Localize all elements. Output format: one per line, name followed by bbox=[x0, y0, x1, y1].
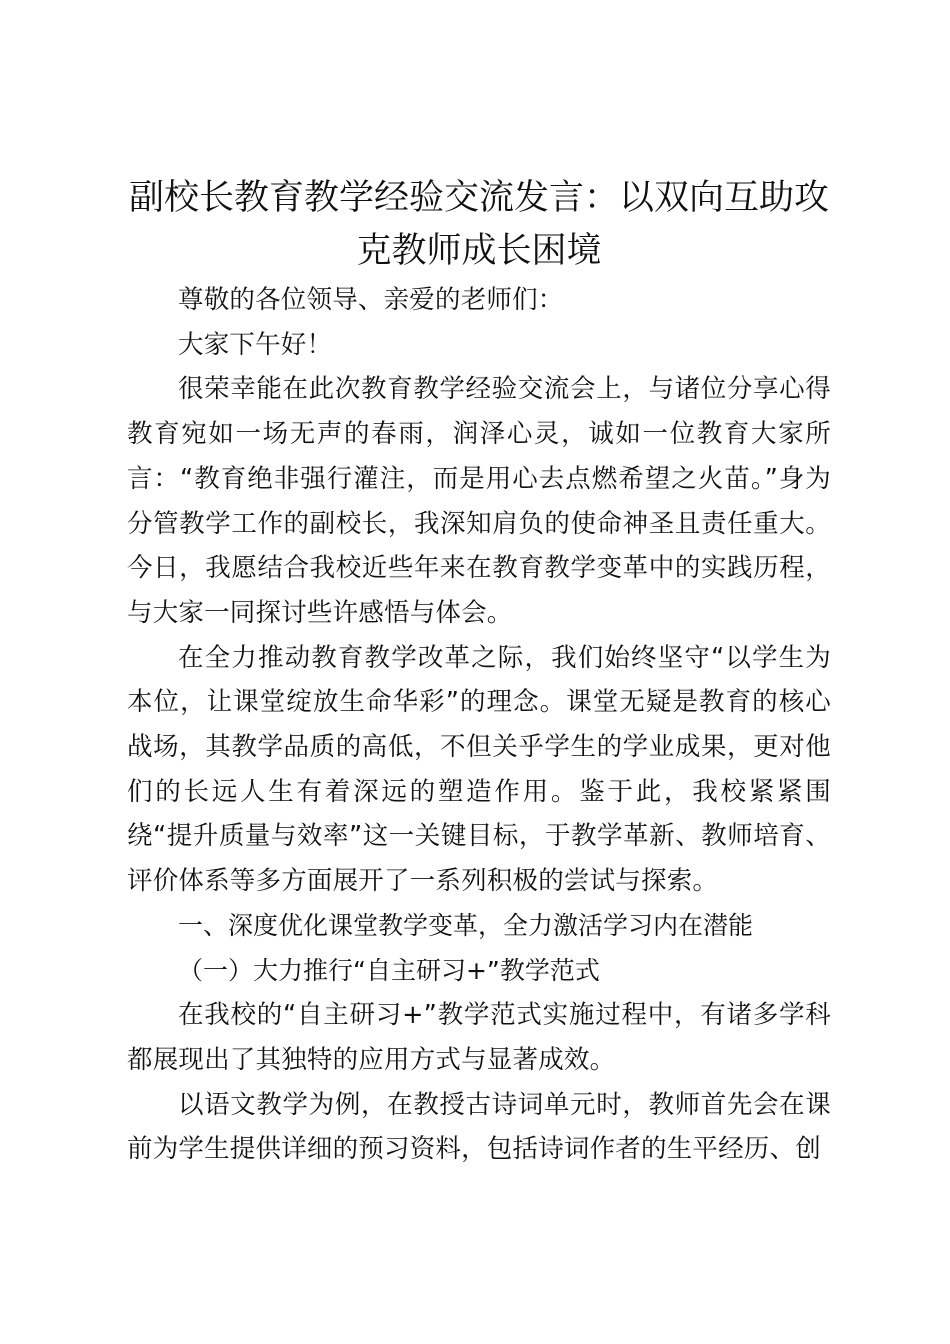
greeting: 尊敬的各位领导、亲爱的老师们： bbox=[178, 285, 564, 315]
document-title: 副校长教育教学经验交流发言：以双向互助攻克教师成长困境 bbox=[128, 178, 829, 271]
body-paragraph: 很荣幸能在此次教育教学经验交流会上，与诸位分享心得教育宛如一场无声的春雨，润泽心灵，诚如一位教育大家所言：“教育绝非强行灌注，而是用心去点燃希望之火苗。”身为分管教学工作的副校长，我深知肩负的使命神圣且责任重大。今日，我愿结合我校近些年来在教育教学变革中的实践历程，与大家一同探讨些许感悟与体会。 bbox=[127, 374, 831, 628]
salutation: 大家下午好！ bbox=[178, 329, 333, 360]
body-paragraph: 在我校的“自主研习+”教学范式实施过程中，有诸多学科都展现出了其独特的应用方式与显著成效。 bbox=[127, 1000, 831, 1075]
body-paragraph: 以语文教学为例，在教授古诗词单元时，教师首先会在课前为学生提供详细的预习资料，包括诗词作者的生平经历、创 bbox=[127, 1089, 831, 1165]
document-page bbox=[127, 172, 831, 1172]
body-paragraph: 在全力推动教育教学改革之际，我们始终坚守“以学生为本位，让课堂绽放生命华彩”的理念。课堂无疑是教育的核心战场，其教学品质的高低，不但关乎学生的学业成果，更对他们的长远人生有着深远的塑造作用。鉴于此，我校紧紧围绕“提升质量与效率”这一关键目标，于教学革新、教师培育、评价体系等多方面展开了一系列积极的尝试与探索。 bbox=[127, 642, 831, 897]
section-heading: 一、深度优化课堂教学变革，全力激活学习内在潜能 bbox=[178, 910, 754, 940]
subsection-heading: （一）大力推行“自主研习+”教学范式 bbox=[178, 955, 600, 985]
